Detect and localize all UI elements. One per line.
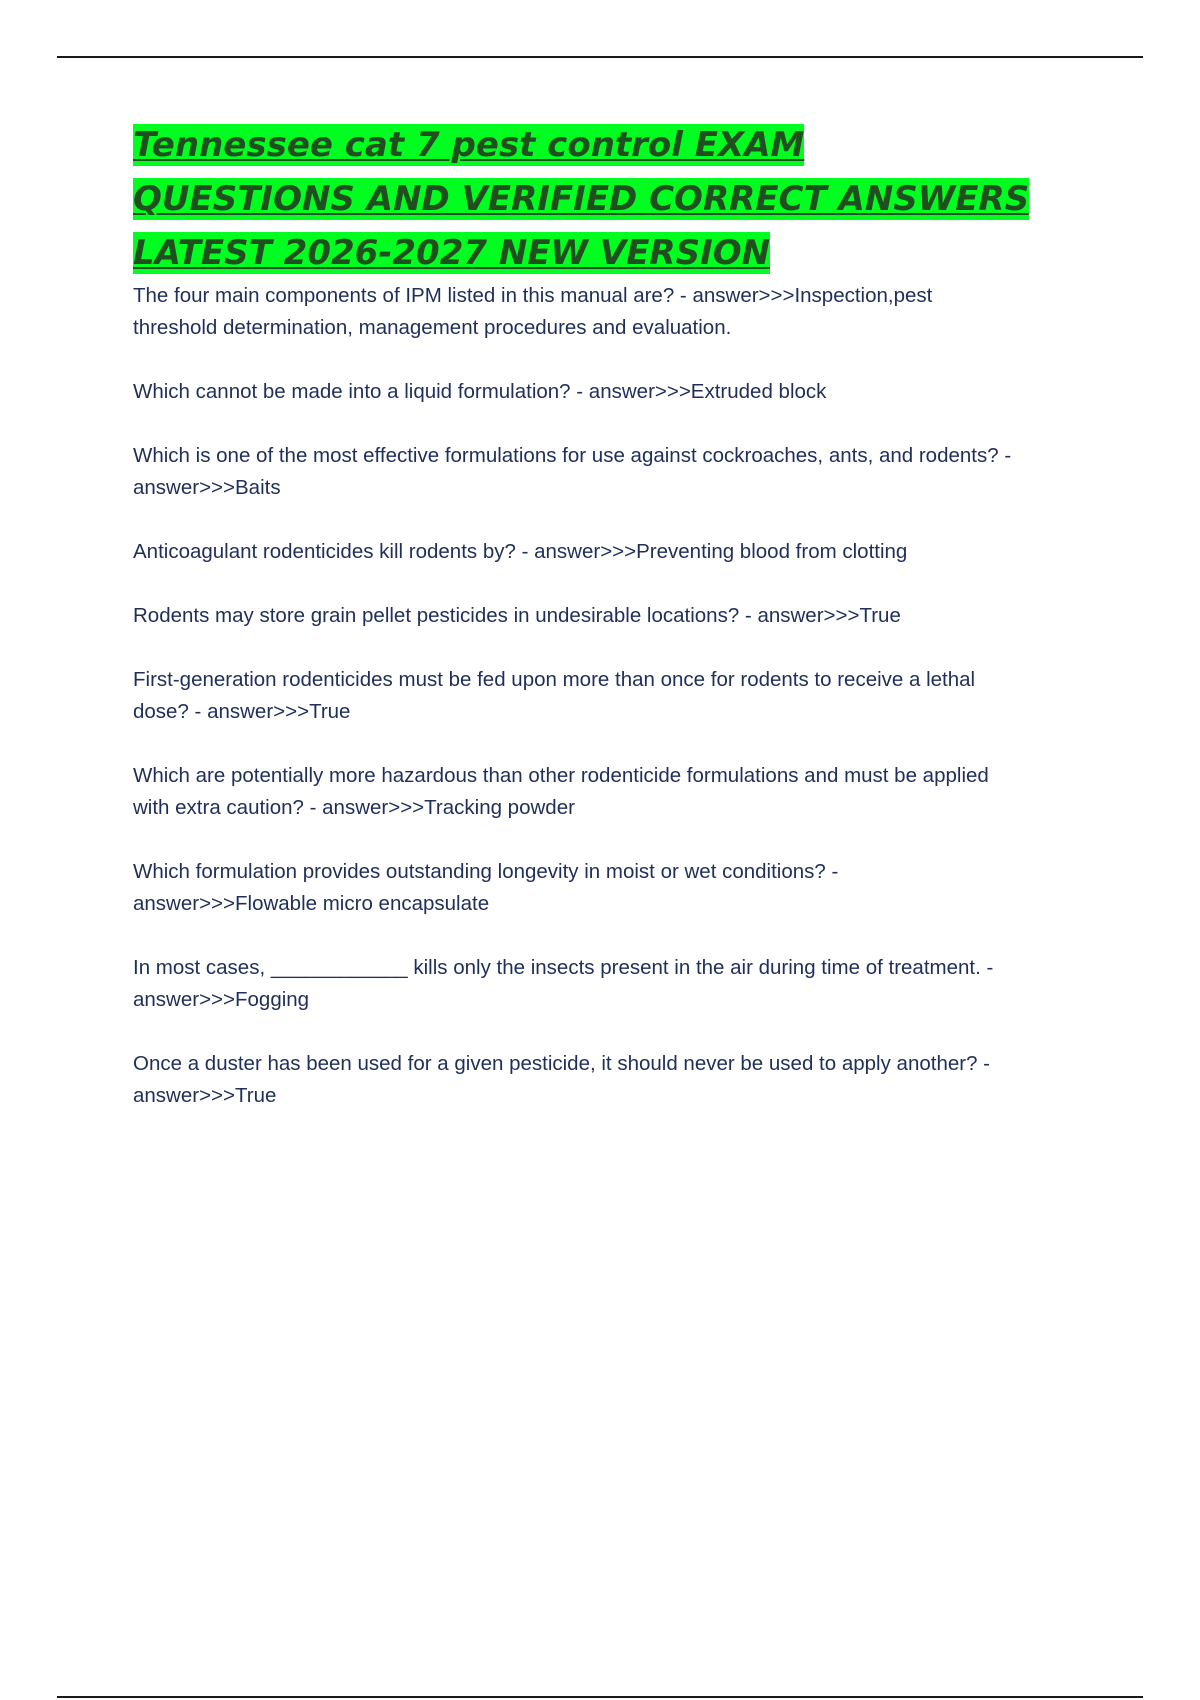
- qa-item: In most cases, ____________ kills only the insects present in the air during time of treatment. - answer>>>Fogging: [133, 956, 994, 1011]
- qa-item: Which is one of the most effective formulations for use against cockroaches, ants, and rodents? - answer>>>Baits: [133, 444, 1012, 499]
- qa-item: Which are potentially more hazardous than other rodenticide formulations and must be applied with extra caution? - answer>>>Tracking powder: [133, 764, 989, 819]
- document-title: [133, 118, 1033, 280]
- title-highlight: Tennessee cat 7 pest control EXAM QUESTIONS AND VERIFIED CORRECT ANSWERS LATEST 2026-2027 NEW VERSION: [133, 125, 1030, 273]
- qa-item: Which cannot be made into a liquid formulation? - answer>>>Extruded block: [133, 380, 827, 403]
- qa-item: First-generation rodenticides must be fed upon more than once for rodents to receive a lethal dose? - answer>>>True: [133, 668, 976, 723]
- bottom-rule: [57, 1696, 1143, 1698]
- qa-list: [133, 280, 1013, 1144]
- qa-item: Anticoagulant rodenticides kill rodents by? - answer>>>Preventing blood from clotting: [133, 540, 908, 563]
- qa-item: Which formulation provides outstanding longevity in moist or wet conditions? - answer>>>Flowable micro encapsulate: [133, 860, 839, 915]
- top-rule: [57, 56, 1143, 58]
- qa-item: Rodents may store grain pellet pesticides in undesirable locations? - answer>>>True: [133, 604, 901, 627]
- qa-item: Once a duster has been used for a given pesticide, it should never be used to apply another? - answer>>>True: [133, 1052, 990, 1107]
- qa-item: The four main components of IPM listed in this manual are? - answer>>>Inspection,pest threshold determination, management procedures and evaluation.: [133, 284, 933, 339]
